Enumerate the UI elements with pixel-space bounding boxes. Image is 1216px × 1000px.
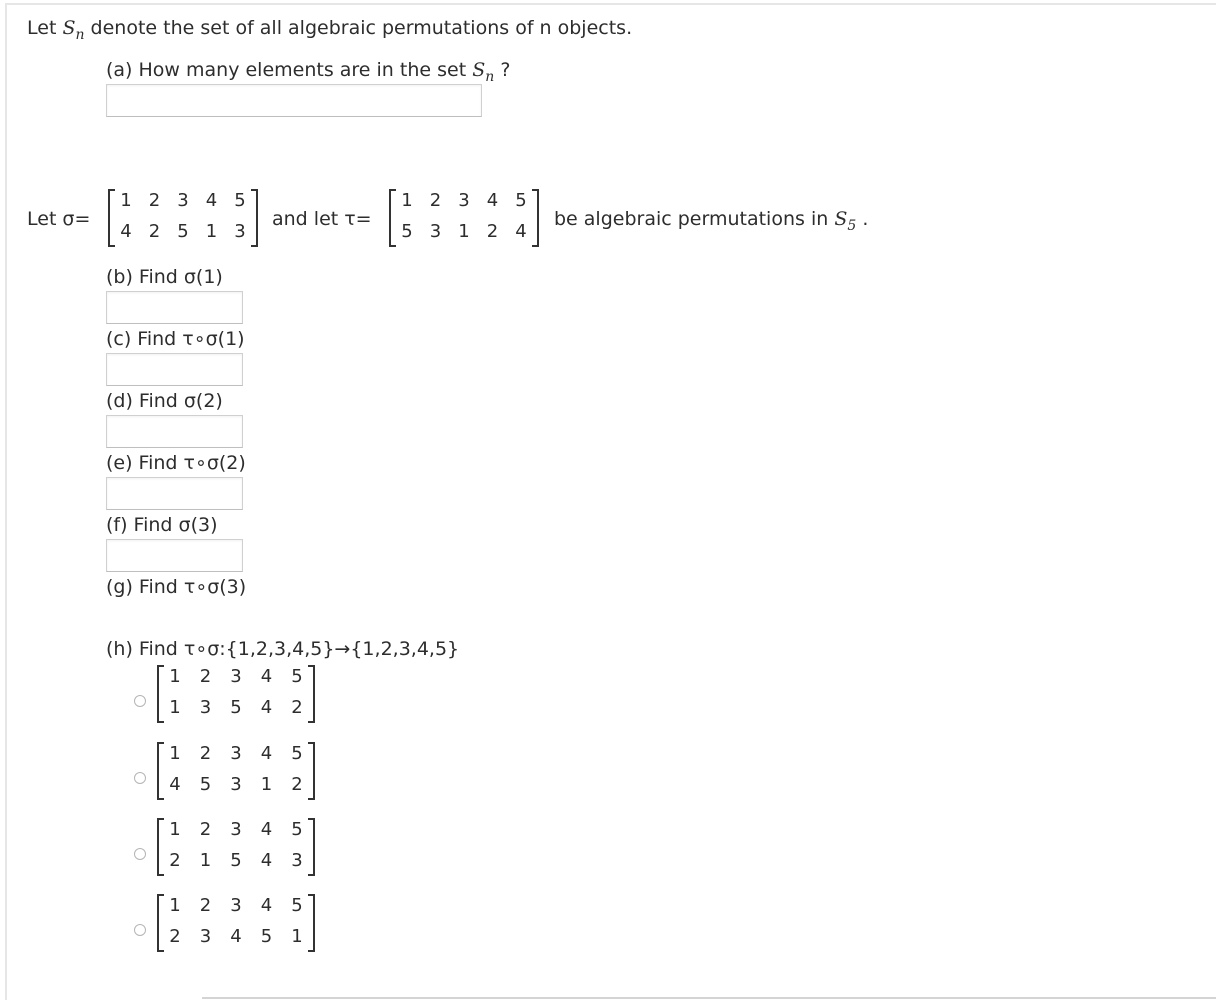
left-border bbox=[5, 5, 7, 1000]
part-b-label: (b) Find σ(1) bbox=[106, 266, 223, 288]
sigma-bottom-cell: 1 bbox=[205, 221, 218, 242]
part-d-answer-input[interactable] bbox=[106, 415, 243, 448]
sigma-top-cell: 1 bbox=[120, 190, 132, 211]
part-e-answer-input[interactable] bbox=[106, 477, 243, 510]
part-a-question: (a) How many elements are in the set $S_n$ ? bbox=[106, 59, 511, 85]
sn-symbol-a: $S_n$ bbox=[472, 59, 495, 85]
part-c-label: (c) Find τ∘σ(1) bbox=[106, 328, 245, 350]
sigma-top-cell: 3 bbox=[177, 190, 189, 211]
intro-rest: denote the set of all algebraic permutations of n objects. bbox=[90, 17, 633, 39]
option-top-cell: 1 bbox=[169, 895, 181, 916]
tau-top-cell: 3 bbox=[458, 190, 470, 211]
option-bottom-cell: 2 bbox=[291, 697, 303, 718]
part-a-label: (a) How many elements are in the set bbox=[106, 59, 467, 81]
part-g-label: (g) Find τ∘σ(3) bbox=[106, 576, 247, 598]
sigma-bottom-cell: 5 bbox=[177, 221, 189, 242]
option-bottom-row bbox=[167, 697, 305, 719]
part-f-answer-input[interactable] bbox=[106, 539, 243, 572]
option-bottom-cell: 5 bbox=[260, 926, 273, 947]
tau-top-row bbox=[399, 190, 529, 212]
intro-let: Let bbox=[27, 17, 57, 39]
tau-bottom-cell: 4 bbox=[515, 221, 527, 242]
option-top-cell: 5 bbox=[291, 819, 303, 840]
intro-text bbox=[27, 17, 632, 41]
option-top-cell: 5 bbox=[291, 666, 303, 687]
option-top-cell: 3 bbox=[230, 666, 242, 687]
option-bottom-row bbox=[167, 850, 305, 872]
part-a-answer-input[interactable] bbox=[106, 84, 482, 117]
bottom-border bbox=[202, 997, 1216, 999]
option-top-cell: 3 bbox=[230, 895, 242, 916]
option-top-row bbox=[167, 819, 305, 841]
option-top-cell: 4 bbox=[260, 743, 273, 764]
option-top-row bbox=[167, 743, 305, 765]
be-algebraic-text: be algebraic permutations in $S_5$ . bbox=[554, 208, 869, 234]
option-top-cell: 2 bbox=[199, 743, 212, 764]
part-h-label: (h) Find τ∘σ:{1,2,3,4,5}→{1,2,3,4,5} bbox=[106, 638, 460, 660]
part-h-option-4-radio[interactable] bbox=[134, 924, 146, 936]
top-border bbox=[5, 3, 1216, 5]
option-bottom-cell: 3 bbox=[199, 926, 212, 947]
option-bottom-cell: 3 bbox=[199, 697, 212, 718]
option-top-cell: 1 bbox=[169, 666, 181, 687]
let-sigma-label: Let σ= bbox=[27, 208, 91, 230]
s5-symbol: $S_5$ bbox=[834, 208, 857, 234]
option-top-row bbox=[167, 666, 305, 688]
option-bottom-row bbox=[167, 926, 305, 948]
part-h-option-3-matrix bbox=[157, 818, 315, 876]
tau-top-cell: 4 bbox=[486, 190, 499, 211]
part-c-answer-input[interactable] bbox=[106, 353, 243, 386]
option-bottom-cell: 4 bbox=[260, 850, 273, 871]
part-h-option-1-radio[interactable] bbox=[134, 695, 146, 707]
tau-bottom-cell: 1 bbox=[458, 221, 470, 242]
sigma-bottom-row bbox=[118, 221, 248, 243]
tau-top-cell: 2 bbox=[429, 190, 442, 211]
option-top-cell: 4 bbox=[260, 666, 273, 687]
option-bottom-cell: 5 bbox=[199, 774, 212, 795]
option-bottom-cell: 3 bbox=[291, 850, 303, 871]
option-top-cell: 4 bbox=[260, 895, 273, 916]
option-bottom-cell: 3 bbox=[230, 774, 242, 795]
option-top-cell: 1 bbox=[169, 819, 181, 840]
option-bottom-cell: 5 bbox=[230, 850, 242, 871]
option-top-cell: 3 bbox=[230, 743, 242, 764]
option-bottom-cell: 4 bbox=[230, 926, 242, 947]
option-top-cell: 5 bbox=[291, 743, 303, 764]
tau-top-cell: 1 bbox=[401, 190, 413, 211]
option-bottom-cell: 4 bbox=[260, 697, 273, 718]
part-h-option-2-matrix bbox=[157, 742, 315, 800]
option-top-row bbox=[167, 895, 305, 917]
part-h-option-2-radio[interactable] bbox=[134, 772, 146, 784]
option-top-cell: 2 bbox=[199, 819, 212, 840]
tau-matrix bbox=[389, 189, 539, 247]
option-bottom-cell: 1 bbox=[260, 774, 273, 795]
option-bottom-cell: 1 bbox=[199, 850, 212, 871]
part-b-answer-input[interactable] bbox=[106, 291, 243, 324]
part-f-label: (f) Find σ(3) bbox=[106, 514, 218, 536]
option-top-cell: 3 bbox=[230, 819, 242, 840]
option-bottom-cell: 1 bbox=[291, 926, 303, 947]
option-top-cell: 2 bbox=[199, 666, 212, 687]
sigma-top-cell: 2 bbox=[148, 190, 161, 211]
option-bottom-cell: 4 bbox=[169, 774, 181, 795]
and-let-tau-label: and let τ= bbox=[272, 208, 372, 230]
tau-bottom-cell: 5 bbox=[401, 221, 413, 242]
part-e-label: (e) Find τ∘σ(2) bbox=[106, 452, 246, 474]
option-bottom-cell: 1 bbox=[169, 697, 181, 718]
sigma-bottom-cell: 2 bbox=[148, 221, 161, 242]
option-bottom-cell: 2 bbox=[169, 926, 181, 947]
tau-top-cell: 5 bbox=[515, 190, 527, 211]
option-top-cell: 1 bbox=[169, 743, 181, 764]
option-top-cell: 4 bbox=[260, 819, 273, 840]
option-bottom-cell: 2 bbox=[291, 774, 303, 795]
sigma-top-cell: 4 bbox=[205, 190, 218, 211]
part-d-label: (d) Find σ(2) bbox=[106, 390, 223, 412]
tau-bottom-row bbox=[399, 221, 529, 243]
option-top-cell: 2 bbox=[199, 895, 212, 916]
sigma-bottom-cell: 3 bbox=[234, 221, 246, 242]
option-top-cell: 5 bbox=[291, 895, 303, 916]
part-h-option-1-matrix bbox=[157, 665, 315, 723]
sn-symbol: $S_n$ bbox=[62, 17, 85, 43]
option-bottom-cell: 5 bbox=[230, 697, 242, 718]
option-bottom-row bbox=[167, 774, 305, 796]
tau-bottom-cell: 3 bbox=[429, 221, 442, 242]
tau-bottom-cell: 2 bbox=[486, 221, 499, 242]
part-h-option-4-matrix bbox=[157, 894, 315, 952]
sigma-top-cell: 5 bbox=[234, 190, 246, 211]
sigma-matrix bbox=[108, 189, 258, 247]
sigma-bottom-cell: 4 bbox=[120, 221, 132, 242]
sigma-top-row bbox=[118, 190, 248, 212]
part-h-option-3-radio[interactable] bbox=[134, 848, 146, 860]
option-bottom-cell: 2 bbox=[169, 850, 181, 871]
